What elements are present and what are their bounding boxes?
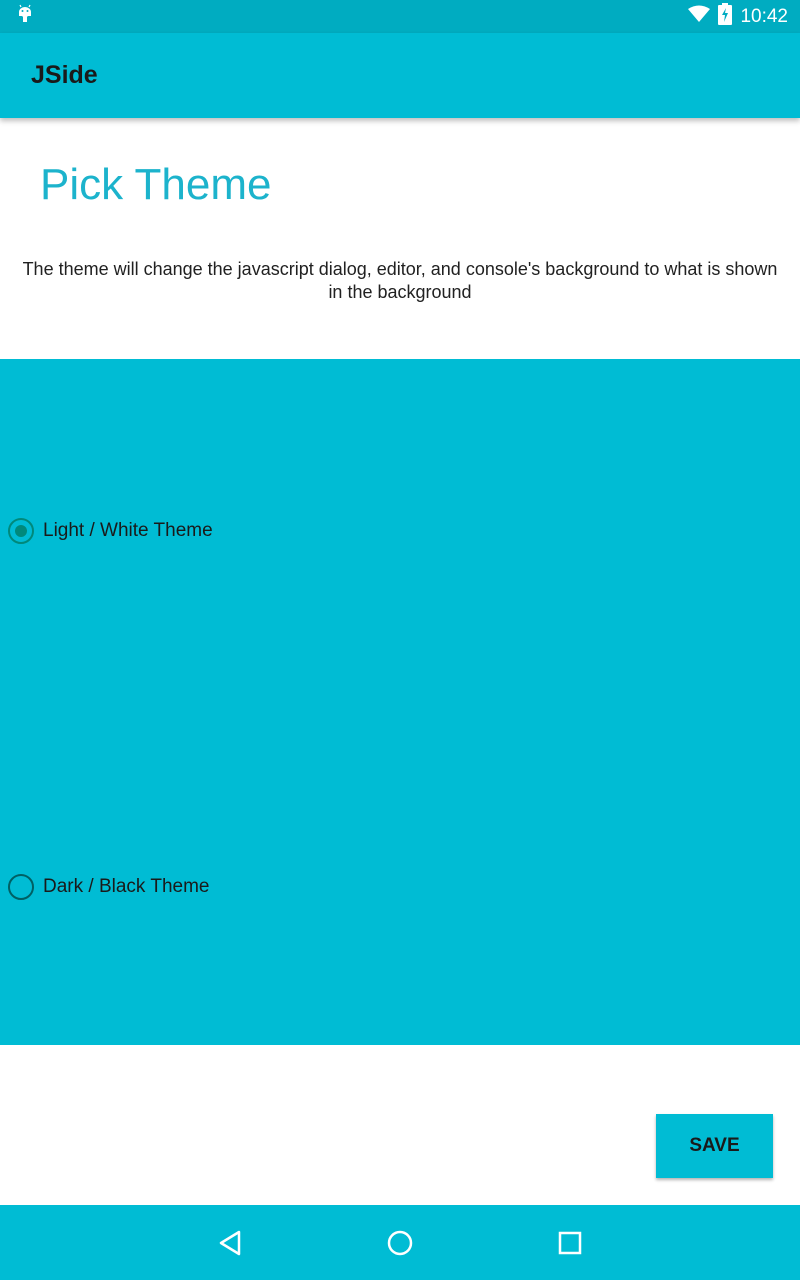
radio-checked-icon[interactable] [8, 518, 34, 544]
status-time: 10:42 [740, 5, 788, 27]
radio-dot [15, 525, 27, 537]
radio-dark-theme[interactable] [8, 874, 209, 900]
status-bar-left [16, 0, 34, 33]
theme-description: The theme will change the javascript dialog, editor, and console's background to what is shown in the background [22, 259, 778, 302]
app-title: JSide [31, 61, 98, 89]
page-title: Pick Theme [40, 160, 272, 209]
navigation-bar [0, 1205, 800, 1280]
save-button[interactable]: SAVE [656, 1114, 773, 1178]
radio-unchecked-icon[interactable] [8, 874, 34, 900]
back-icon[interactable] [214, 1227, 246, 1259]
recent-apps-icon[interactable] [554, 1227, 586, 1259]
wifi-icon [688, 5, 710, 28]
home-icon[interactable] [384, 1227, 416, 1259]
app-bar [0, 33, 800, 118]
radio-dark-theme-label[interactable]: Dark / Black Theme [43, 876, 210, 897]
battery-charging-icon [718, 3, 732, 30]
radio-light-theme-label[interactable]: Light / White Theme [43, 520, 213, 541]
radio-light-theme[interactable] [8, 518, 213, 544]
android-notification-icon [16, 4, 34, 29]
status-bar [0, 0, 800, 33]
status-bar-right [688, 0, 788, 33]
theme-radio-group [0, 359, 800, 1045]
